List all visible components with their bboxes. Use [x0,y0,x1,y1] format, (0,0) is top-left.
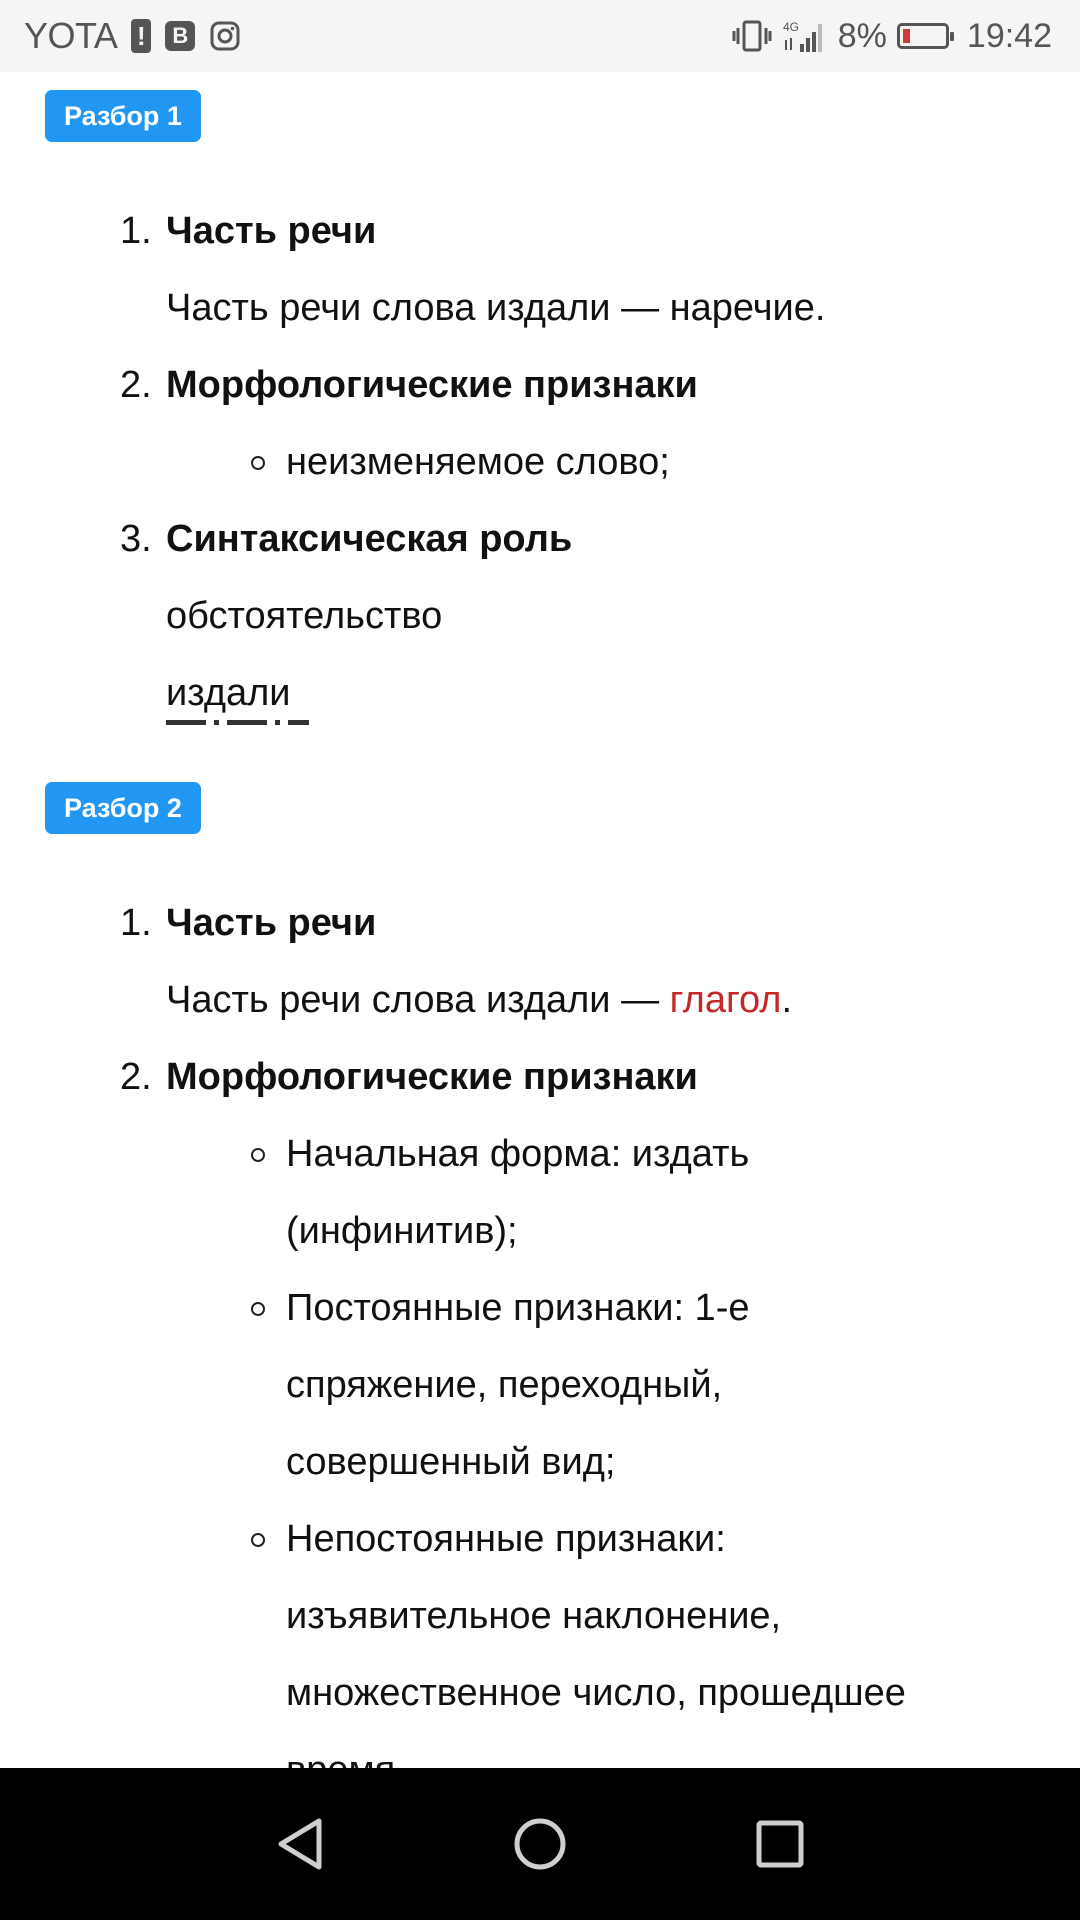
morphology-item-line: спряжение, переходный, [286,1364,723,1406]
syntax-word: издали [166,672,291,714]
morphology-item-line: совершенный вид; [286,1441,616,1483]
morphology-item-line: изъявительное наклонение, [286,1595,782,1637]
carrier-name: YOTA [24,15,118,56]
signal-icon [782,18,828,54]
section-title-part-of-speech: Часть речи [166,902,377,944]
section-title-morphology: Морфологические признаки [166,1056,698,1098]
alert-icon: ! [131,19,151,53]
vibrate-icon [732,19,772,53]
section-title-morphology: Морфологические признаки [166,364,698,406]
back-triangle-icon [275,1817,325,1871]
instagram-icon [209,20,241,52]
svg-text:4G: 4G [782,20,799,34]
part-of-speech-text [166,977,792,1023]
text-suffix: . [781,979,793,1021]
section-title-part-of-speech: Часть речи [166,210,377,252]
morphology-item-line: множественное число, прошедшее [286,1672,906,1714]
morphology-item-line: (инфинитив); [286,1210,518,1252]
morphology-item: неизменяемое слово; [286,441,670,483]
list-number: 1. [120,210,152,252]
navigation-bar [0,1768,1080,1920]
status-bar [0,0,1080,72]
bullet-marker [251,1302,265,1316]
part-of-speech-text: Часть речи слова издали — наречие. [166,287,826,329]
article-content[interactable] [0,72,1080,1768]
text-prefix: Часть речи слова издали — [166,979,670,1021]
list-number: 3. [120,518,152,560]
battery-saver-icon [897,23,949,49]
list-number: 2. [120,1056,152,1098]
list-number: 1. [120,902,152,944]
back-button[interactable] [272,1816,328,1872]
highlight-word[interactable]: глагол [669,979,782,1021]
morphology-item-line: Непостоянные признаки: [286,1518,726,1560]
bullet-marker [251,1533,265,1547]
section-title-syntax-role: Синтаксическая роль [166,518,573,560]
morphology-item-line: Постоянные признаки: 1-е [286,1287,750,1329]
clock: 19:42 [966,16,1052,55]
morphology-item-line: Начальная форма: издать [286,1133,750,1175]
bullet-marker [251,1148,265,1162]
parse-2-badge: Разбор 2 [45,782,201,834]
home-circle-icon [513,1817,567,1871]
home-button[interactable] [512,1816,568,1872]
vk-icon: B [165,21,195,51]
bullet-marker [251,456,265,470]
recents-button[interactable] [752,1816,808,1872]
parse-1-badge: Разбор 1 [45,90,201,142]
recents-square-icon [755,1819,805,1869]
adverbial-underline [166,720,309,725]
syntax-role-text: обстоятельство [166,595,443,637]
battery-percent: 8% [837,16,887,55]
list-number: 2. [120,364,152,406]
